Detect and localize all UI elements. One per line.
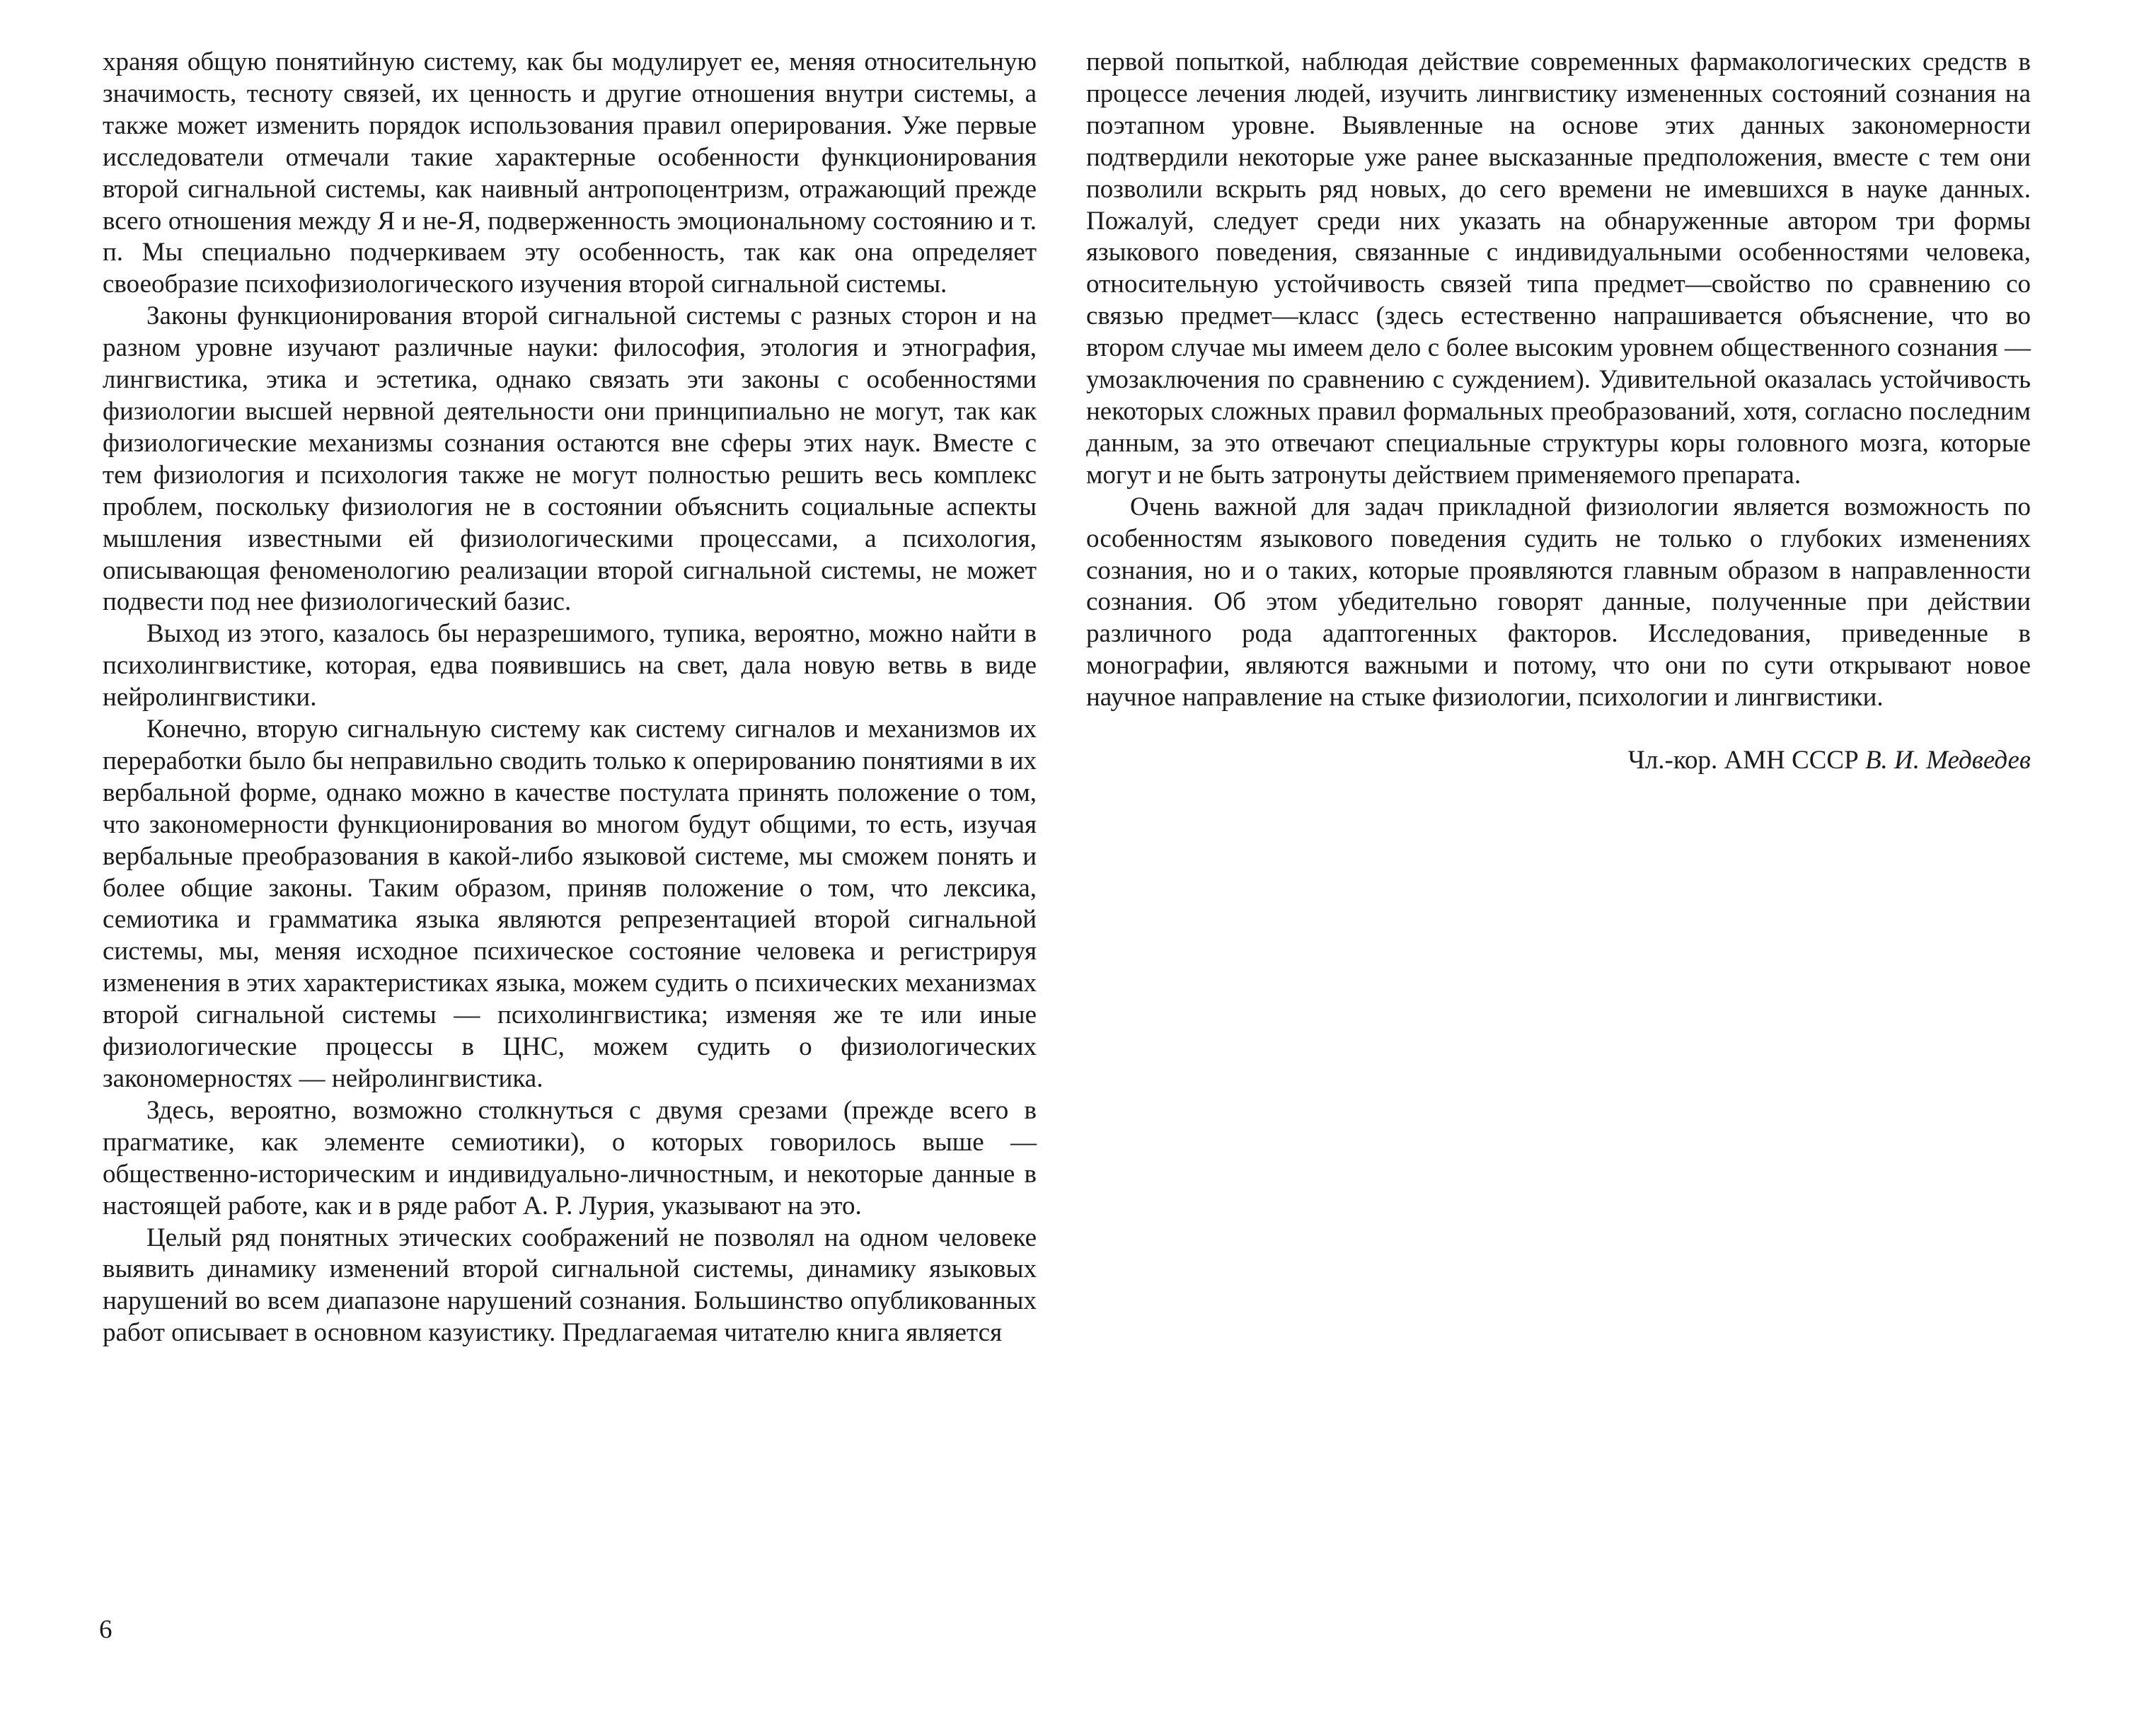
signature xyxy=(1086,745,2031,777)
right-column xyxy=(1086,47,2031,777)
left-column xyxy=(103,47,1037,1349)
signature-title: Чл.-кор. АМН СССР xyxy=(1627,746,1865,775)
left-paragraph-2: Законы функционирования второй сигнальной системы с разных сторон и на разном уровне изучают различные науки: философия, этология и этнография, лингвистика, этика и эстетика, однако связать эти законы с особенностями физиологии высшей нервной деятельности они принципиально не могут, так как физиологические механизмы сознания остаются вне сферы этих наук. Вместе с тем физиология и психология также не могут полностью решить весь комплекс проблем, поскольку физиология не в состоянии объяснить социальные аспекты мышления известными ей физиологическими процессами, а психология, описывающая феноменологию реализации второй сигнальной системы, не может подвести под нее физиологический базис. xyxy=(103,301,1037,617)
left-paragraph-6: Целый ряд понятных этических соображений не позволял на одном человеке выявить динамику изменений второй сигнальной системы, динамику языковых нарушений во всем диапазоне нарушений сознания. Большинство опубликованных работ описывает в основном казуистику. Предлагаемая читателю книга является xyxy=(103,1223,1037,1348)
left-paragraph-1: храняя общую понятийную систему, как бы модулирует ее, меняя относительную значимость, тесноту связей, их ценность и другие отношения внутри системы, а также может изменить порядок использования правил оперирования. Уже первые исследователи отмечали такие характерные особенности функционирования второй сигнальной системы, как наивный антропоцентризм, отражающий прежде всего отношения между Я и не-Я, подверженность эмоциональному состоянию и т. п. Мы специально подчеркиваем эту особенность, так как она определяет своеобразие психофизиологического изучения второй сигнальной системы. xyxy=(103,47,1037,299)
page-number: 6 xyxy=(99,1615,113,1644)
left-paragraph-5: Здесь, вероятно, возможно столкнуться с двумя срезами (прежде всего в прагматике, как элементе семиотики), о которых говорилось выше — общественно-историческим и индивидуально-личностным, и некоторые данные в настоящей работе, как и в ряде работ А. Р. Лурия, указывают на это. xyxy=(103,1095,1037,1220)
left-paragraph-3: Выход из этого, казалось бы неразрешимого, тупика, вероятно, можно найти в психолингвистике, которая, едва появившись на свет, дала новую ветвь в виде нейролингвистики. xyxy=(103,619,1037,712)
right-paragraph-2: Очень важной для задач прикладной физиологии является возможность по особенностям языкового поведения судить не только о глубоких изменениях сознания, но и о таких, которые проявляются главным образом в направленности сознания. Об этом убедительно говорят данные, полученные при действии различного рода адаптогенных факторов. Исследования, приведенные в монографии, являются важными и потому, что они по сути открывают новое научное направление на стыке физиологии, психологии и лингвистики. xyxy=(1086,492,2031,712)
left-paragraph-4: Конечно, вторую сигнальную систему как систему сигналов и механизмов их переработки было бы неправильно сводить только к оперированию понятиями в их вербальной форме, однако можно в качестве постулата принять положение о том, что закономерности функционирования во многом будут общими, то есть, изучая вербальные преобразования в какой-либо языковой системе, мы сможем понять и более общие законы. Таким образом, приняв положение о том, что лексика, семиотика и грамматика языка являются репрезентацией второй сигнальной системы, мы, меняя исходное психическое состояние человека и регистрируя изменения в этих характеристиках языка, можем судить о психических механизмах второй сигнальной системы — психолингвистика; изменяя же те или иные физиологические процессы в ЦНС, можем судить о физиологических закономерностях — нейролингвистика. xyxy=(103,715,1037,1093)
signature-name: В. И. Медведев xyxy=(1864,746,2031,775)
right-paragraph-1: первой попыткой, наблюдая действие современных фармакологических средств в процессе лечения людей, изучить лингвистику измененных состояний сознания на поэтапном уровне. Выявленные на основе этих данных закономерности подтвердили некоторые уже ранее высказанные предположения, вместе с тем они позволили вскрыть ряд новых, до сего времени не имевшихся в науке данных. Пожалуй, следует среди них указать на обнаруженные автором три формы языкового поведения, связанные с индивидуальными особенностями человека, относительную устойчивость связей типа предмет—свойство по сравнению со связью предмет—класс (здесь естественно напрашивается объяснение, что во втором случае мы имеем дело с более высоким уровнем общественного сознания — умозаключения по сравнению с суждением). Удивительной оказалась устойчивость некоторых сложных правил формальных преобразований, хотя, согласно последним данным, за это отвечают специальные структуры коры головного мозга, которые могут и не быть затронуты действием применяемого препарата. xyxy=(1086,47,2031,490)
